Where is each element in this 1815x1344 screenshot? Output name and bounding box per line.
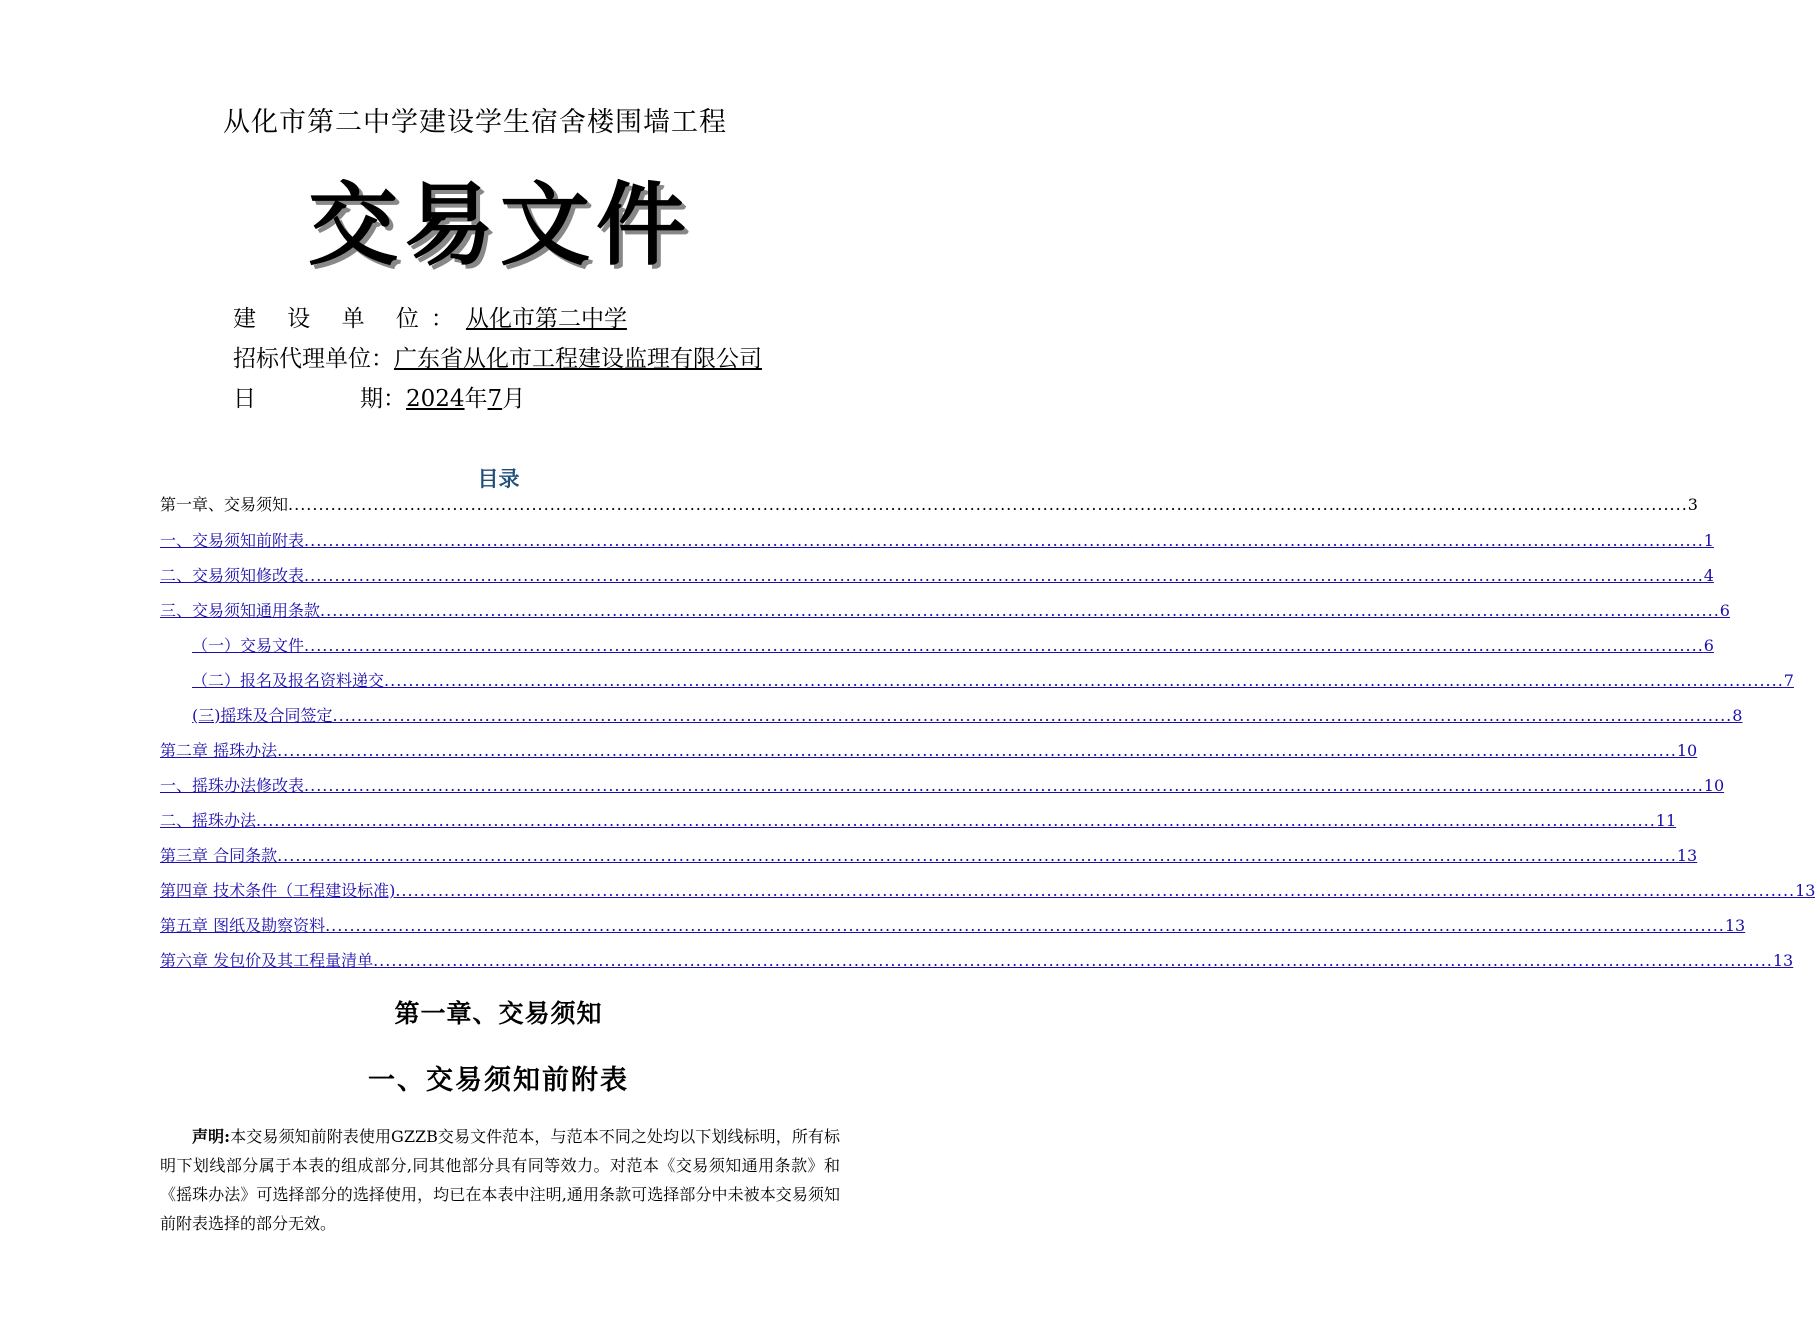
agent-label: 招标代理单位： <box>233 346 394 372</box>
builder-label: 建 设 单 位： <box>233 306 466 332</box>
date-label-2: 期： <box>360 386 406 412</box>
toc-item-text: 第四章 技术条件（工程建设标准) <box>160 881 396 900</box>
toc-leader: ...................................................................................................................................................................................................................................... <box>320 601 1720 620</box>
toc-item-text: （二）报名及报名资料递交 <box>192 671 385 690</box>
toc-item[interactable] <box>192 668 1794 692</box>
toc-item-page: 13 <box>1795 881 1815 900</box>
toc-item-text: 第一章、交易须知 <box>160 495 289 514</box>
toc-leader: ...................................................................................................................................................................................................................................... <box>277 741 1677 760</box>
toc-item-text: 第六章 发包价及其工程量清单 <box>160 951 374 970</box>
toc-leader: ...................................................................................................................................................................................................................................... <box>304 566 1704 585</box>
toc-title: 目录 <box>477 467 520 491</box>
toc-item-text: 二、交易须知修改表 <box>160 566 305 585</box>
toc-item-page: 8 <box>1732 706 1743 725</box>
toc-item[interactable] <box>160 738 1698 762</box>
section-heading: 一、交易须知前附表 <box>368 1065 629 1096</box>
toc-item-text: 第二章 摇珠办法 <box>160 741 278 760</box>
toc-leader: ...................................................................................................................................................................................................................................... <box>304 636 1704 655</box>
toc-item-page: 10 <box>1703 776 1725 795</box>
toc-item-page: 13 <box>1676 846 1698 865</box>
statement-paragraph <box>160 1122 840 1238</box>
chapter-heading: 第一章、交易须知 <box>394 999 603 1028</box>
toc-leader: ...................................................................................................................................................................................................................................... <box>304 776 1704 795</box>
toc-item[interactable] <box>160 948 1794 972</box>
toc-item[interactable] <box>160 843 1698 867</box>
toc-item-text: 第三章 合同条款 <box>160 846 278 865</box>
toc-leader: ...................................................................................................................................................................................................................................... <box>304 531 1704 550</box>
toc-item-text: 二、摇珠办法 <box>160 811 257 830</box>
date-month-suffix: 月 <box>502 386 526 412</box>
toc-leader: ...................................................................................................................................................................................................................................... <box>325 916 1725 935</box>
toc-item[interactable] <box>192 703 1743 727</box>
toc-item-page: 6 <box>1703 636 1714 655</box>
builder-value: 从化市第二中学 <box>465 306 627 332</box>
toc-item-text: 一、摇珠办法修改表 <box>160 776 305 795</box>
toc-item-text: (三)摇珠及合同签定 <box>192 706 333 725</box>
date-month: 7 <box>487 386 503 412</box>
toc-item-text: 一、交易须知前附表 <box>160 531 305 550</box>
agent-line <box>233 340 762 373</box>
toc-item[interactable] <box>160 808 1677 832</box>
date-line <box>233 380 525 413</box>
toc-item-page: 4 <box>1703 566 1714 585</box>
toc-item-page: 3 <box>1687 495 1698 514</box>
statement-text: 本交易须知前附表使用GZZB交易文件范本，与范本不同之处均以下划线标明，所有标明下划线部分属于本表的组成部分,同其他部分具有同等效力。对范本《交易须知通用条款》和《摇珠办法》可选择部分的选择使用，均已在本表中注明,通用条款可选择部分中未被本交易须知前附表选择的部分无效。 <box>160 1127 840 1233</box>
toc-item[interactable] <box>160 913 1746 937</box>
toc-leader: ...................................................................................................................................................................................................................................... <box>256 811 1656 830</box>
builder-line <box>233 300 627 333</box>
toc-item-page: 6 <box>1719 601 1730 620</box>
toc-item-page: 1 <box>1703 531 1714 550</box>
toc-item-page: 13 <box>1724 916 1746 935</box>
toc-item[interactable] <box>192 633 1714 657</box>
toc-item[interactable] <box>160 598 1730 622</box>
toc-item[interactable] <box>160 528 1714 552</box>
toc-leader: ...................................................................................................................................................................................................................................... <box>332 706 1733 725</box>
toc-item-page: 10 <box>1676 741 1698 760</box>
toc-leader: ...................................................................................................................................................................................................................................... <box>288 495 1688 514</box>
toc-item[interactable] <box>160 878 1815 902</box>
document-subtitle: 从化市第二中学建设学生宿舍楼围墙工程 <box>223 107 727 138</box>
toc-item-page: 11 <box>1655 811 1677 830</box>
statement-label: 声明: <box>192 1127 231 1146</box>
toc-item-page: 13 <box>1772 951 1794 970</box>
agent-value: 广东省从化市工程建设监理有限公司 <box>394 346 762 372</box>
toc-leader: ...................................................................................................................................................................................................................................... <box>373 951 1773 970</box>
date-year-suffix: 年 <box>464 386 488 412</box>
toc-leader: ...................................................................................................................................................................................................................................... <box>395 881 1796 900</box>
toc-leader: ...................................................................................................................................................................................................................................... <box>384 671 1784 690</box>
toc-item[interactable] <box>160 773 1725 797</box>
document-title: 交易文件 <box>308 173 692 278</box>
toc-item-page: 7 <box>1783 671 1794 690</box>
toc-item-text: 第五章 图纸及勘察资料 <box>160 916 326 935</box>
date-label-1: 日 <box>233 386 256 412</box>
toc-item-text: 三、交易须知通用条款 <box>160 601 321 620</box>
toc-leader: ...................................................................................................................................................................................................................................... <box>277 846 1677 865</box>
date-year: 2024 <box>406 386 465 412</box>
toc-item-text: （一）交易文件 <box>192 636 305 655</box>
toc-item[interactable] <box>160 563 1714 587</box>
toc-item[interactable] <box>160 492 1698 516</box>
